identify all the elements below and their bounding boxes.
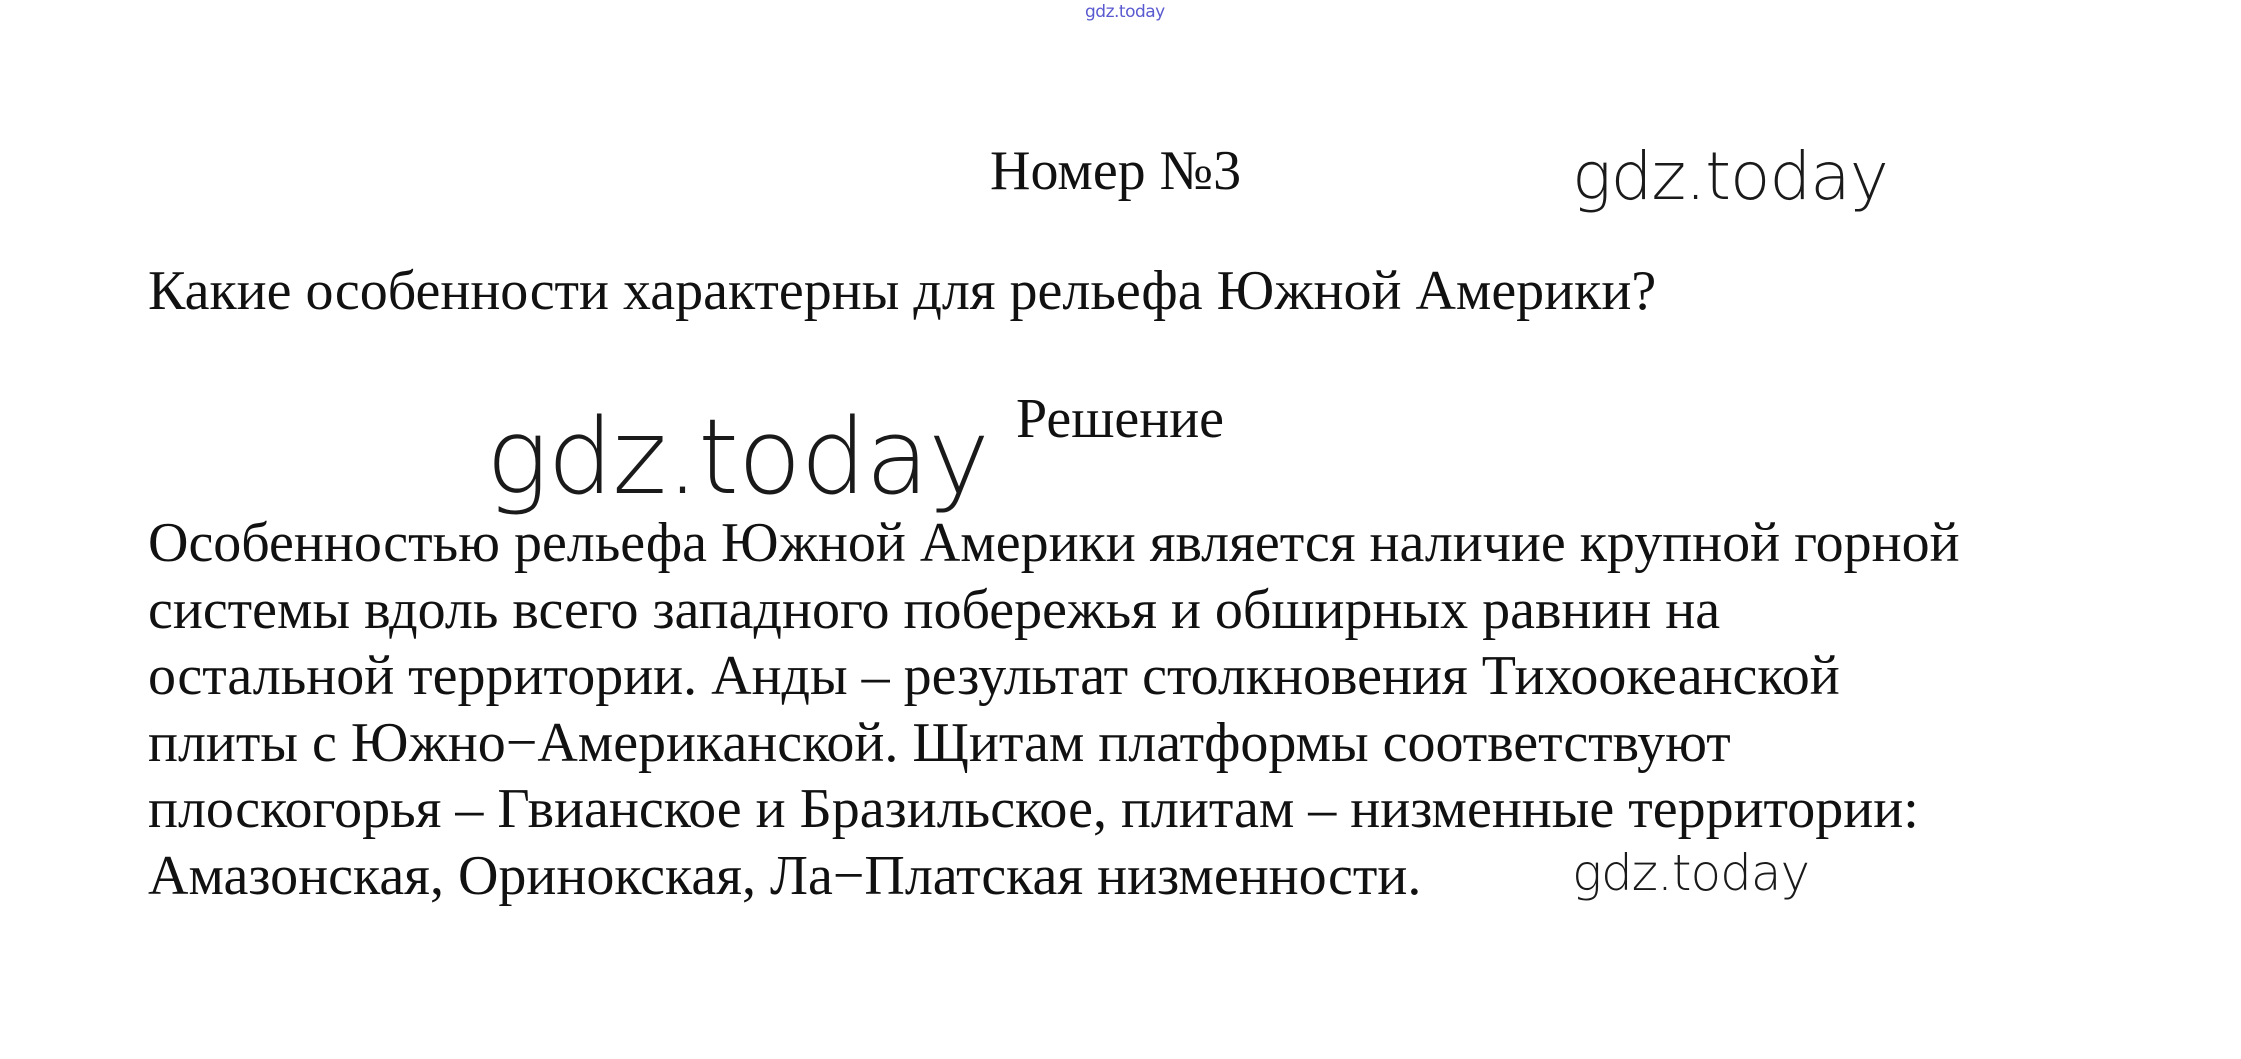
solution-line: Особенностью рельефа Южной Америки является наличие крупной горной bbox=[148, 512, 1960, 574]
watermark-logo: gdz.today bbox=[486, 396, 989, 518]
solution-line: Амазонская, Оринокская, Ла−Платская низменности. bbox=[148, 844, 1422, 907]
solution-line: системы вдоль всего западного побережья и обширных равнин на bbox=[148, 578, 1721, 641]
solution-text bbox=[148, 510, 2148, 909]
question-text: Какие особенности характерны для рельефа Южной Америки? bbox=[148, 260, 1657, 322]
watermark-logo: gdz.today bbox=[1572, 138, 1888, 215]
problem-number: Номер №3 bbox=[990, 140, 1242, 202]
solution-line: плиты с Южно−Американской. Щитам платформы соответствуют bbox=[148, 711, 1731, 774]
solution-line: плоскогорья – Гвианское и Бразильское, плитам – низменные территории: bbox=[148, 778, 1919, 840]
solution-line: остальной территории. Анды – результат столкновения Тихоокеанской bbox=[148, 645, 1840, 707]
site-link[interactable]: gdz.today bbox=[1085, 2, 1165, 22]
solution-heading: Решение bbox=[1016, 388, 1225, 450]
watermark-logo: gdz.today bbox=[1572, 844, 1810, 902]
